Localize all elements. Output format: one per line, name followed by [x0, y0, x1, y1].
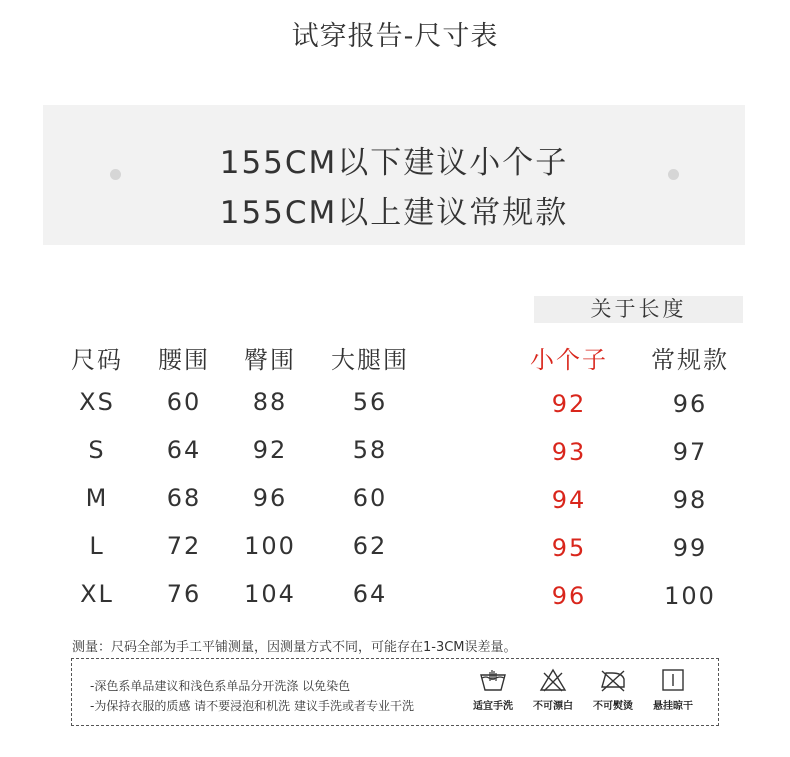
- cell-petite: 95: [551, 534, 587, 562]
- cell-size: XS: [79, 388, 115, 416]
- page-title: 试穿报告-尺寸表: [291, 21, 499, 52]
- cell-petite: 96: [551, 582, 587, 610]
- cell-size: L: [89, 532, 105, 560]
- hand-wash-label: 适宜手洗: [473, 701, 513, 712]
- care-instructions-box: [71, 658, 719, 726]
- cell-hip: 96: [252, 484, 288, 512]
- hang-dry-item: [645, 667, 701, 712]
- banner-line-petite: 155CM以下建议小个子: [219, 145, 569, 181]
- no-bleach-icon: [538, 667, 568, 693]
- measurement-note: 测量：尺码全部为手工平铺测量，因测量方式不同，可能存在1-3CM误差量。: [72, 640, 517, 655]
- cell-petite: 93: [551, 438, 587, 466]
- cell-thigh: 60: [352, 484, 388, 512]
- cell-thigh: 62: [352, 532, 388, 560]
- no-iron-label: 不可熨烫: [593, 701, 633, 712]
- cell-petite: 92: [551, 390, 587, 418]
- no-bleach-label: 不可漂白: [533, 701, 573, 712]
- length-section-label: 关于长度: [534, 296, 743, 323]
- cell-waist: 60: [166, 388, 202, 416]
- cell-regular: 99: [672, 534, 708, 562]
- care-line-color: -深色系单品建议和浅色系单品分开洗涤 以免染色: [90, 679, 351, 693]
- cell-hip: 104: [244, 580, 296, 608]
- cell-petite: 94: [551, 486, 587, 514]
- banner-line-regular: 155CM以上建议常规款: [219, 195, 569, 231]
- no-iron-icon: [598, 667, 628, 693]
- hand-wash-icon: [478, 667, 508, 693]
- header-petite: 小个子: [530, 346, 608, 374]
- no-bleach-item: [525, 667, 581, 712]
- header-thigh: 大腿围: [331, 346, 409, 374]
- cell-thigh: 64: [352, 580, 388, 608]
- hand-wash-item: [465, 667, 521, 712]
- cell-regular: 97: [672, 438, 708, 466]
- care-line-wash: -为保持衣服的质感 请不要浸泡和机洗 建议手洗或者专业干洗: [90, 699, 414, 713]
- no-iron-item: [585, 667, 641, 712]
- cell-size: S: [88, 436, 106, 464]
- header-waist: 腰围: [158, 346, 210, 374]
- header-hip: 臀围: [244, 346, 296, 374]
- header-regular: 常规款: [651, 346, 729, 374]
- hang-dry-label: 悬挂晾干: [653, 701, 693, 712]
- cell-regular: 96: [672, 390, 708, 418]
- cell-waist: 76: [166, 580, 202, 608]
- cell-thigh: 58: [352, 436, 388, 464]
- header-size: 尺码: [71, 346, 123, 374]
- cell-size: M: [85, 484, 109, 512]
- cell-hip: 92: [252, 436, 288, 464]
- cell-hip: 88: [252, 388, 288, 416]
- hang-dry-icon: [658, 667, 688, 693]
- cell-waist: 72: [166, 532, 202, 560]
- recommendation-banner: [43, 105, 745, 245]
- cell-size: XL: [80, 580, 114, 608]
- cell-regular: 100: [664, 582, 716, 610]
- cell-regular: 98: [672, 486, 708, 514]
- cell-hip: 100: [244, 532, 296, 560]
- cell-thigh: 56: [352, 388, 388, 416]
- cell-waist: 64: [166, 436, 202, 464]
- cell-waist: 68: [166, 484, 202, 512]
